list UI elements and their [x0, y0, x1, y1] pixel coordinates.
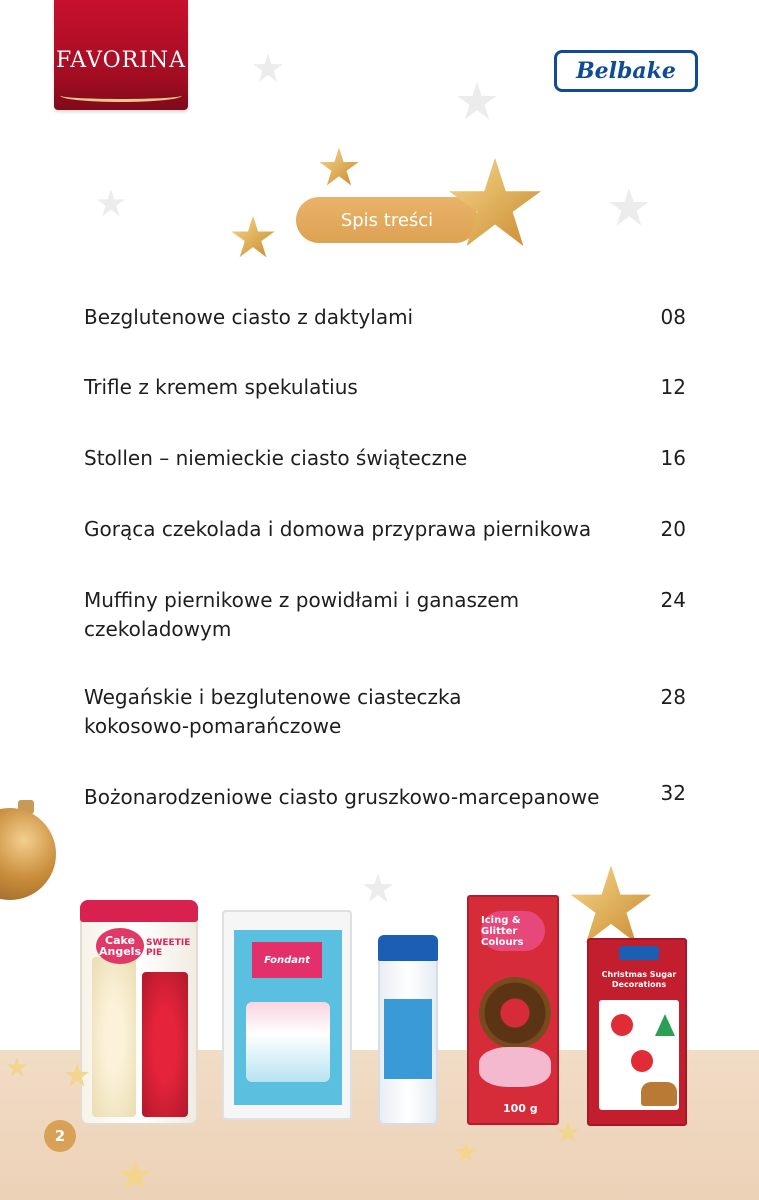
jar-label: [88, 926, 192, 966]
sugar-decorations-box: [587, 938, 687, 1126]
toc-entry-page: 32: [660, 781, 686, 805]
sprinkles-jar: [80, 900, 198, 1125]
cake-image: [246, 1002, 330, 1082]
toc-title: Spis treści: [340, 209, 434, 231]
favorina-logo: [54, 0, 188, 110]
favorina-swoosh: [60, 89, 182, 102]
page-number-badge: [44, 1120, 76, 1152]
star-icon: [96, 188, 126, 218]
gold-star-icon: [454, 1140, 478, 1164]
toc-entry-page: 12: [660, 375, 686, 399]
gold-star-icon: [446, 154, 544, 252]
icing-box: [467, 895, 559, 1125]
cake-angels-logo: Cake Angels: [96, 928, 144, 964]
santa-icon: [611, 1014, 633, 1036]
shaker-label: [384, 999, 432, 1079]
gold-star-icon: [318, 146, 360, 188]
decorations-window: [599, 1000, 679, 1110]
jar-lid: [80, 900, 198, 922]
fondant-label: Fondant: [252, 942, 322, 978]
christmas-ornament-icon: [0, 808, 56, 900]
gold-star-icon: [230, 214, 276, 260]
jar-product-name: SWEETIE PIE: [146, 938, 191, 958]
donut-image: [479, 1047, 551, 1087]
belbake-wordmark: Belbake: [576, 58, 676, 84]
favorina-wordmark: FAVORINA: [55, 47, 187, 73]
toc-entry-title: Wegańskie i bezglutenowe ciasteczka kokosowo-pomarańczowe: [84, 685, 462, 738]
star-icon: [362, 872, 394, 904]
toc-entry-page: 20: [660, 517, 686, 541]
gold-star-icon: [118, 1158, 152, 1192]
star-icon: [608, 186, 650, 228]
gold-star-icon: [556, 1120, 580, 1144]
shaker-cap: [378, 935, 438, 961]
toc-entry-title: Gorąca czekolada i domowa przyprawa piernikowa: [84, 517, 592, 541]
toc-entry-page: 24: [660, 588, 686, 612]
toc-entry-page: 16: [660, 446, 686, 470]
star-icon: [456, 80, 498, 122]
icing-label: Icing & Glitter Colours: [481, 911, 545, 951]
gold-star-icon: [64, 1062, 90, 1088]
page-number: 2: [54, 1127, 66, 1145]
red-sprinkles: [142, 972, 188, 1117]
toc-entry-title: Trifle z kremem spekulatius: [84, 375, 358, 399]
snowflake-shaker: [378, 935, 438, 1125]
belbake-mini-logo: [619, 946, 659, 960]
decorations-title: Christmas Sugar Decorations: [601, 970, 677, 989]
tree-icon: [655, 1014, 675, 1036]
star-icon: [252, 52, 284, 84]
gold-star-icon: [6, 1056, 28, 1078]
toc-entry-title: Bezglutenowe ciasto z daktylami: [84, 305, 414, 329]
toc-entry-page: 08: [660, 305, 686, 329]
toc-entry-title: Muffiny piernikowe z powidłami i ganaszem czekoladowym: [84, 588, 520, 641]
toc-entry-title: Bożonarodzeniowe ciasto gruszkowo-marcepanowe: [84, 785, 600, 809]
santa-icon: [631, 1050, 653, 1072]
gold-star-icon: [568, 862, 654, 948]
toc-entry-title: Stollen – niemieckie ciasto świąteczne: [84, 446, 468, 470]
belbake-logo: [554, 50, 698, 92]
fondant-package: [222, 910, 352, 1120]
icing-weight: 100 g: [503, 1102, 538, 1115]
toc-entry-page: 28: [660, 685, 686, 709]
donut-image: [479, 977, 551, 1049]
cupcake-icon: [641, 1082, 677, 1106]
white-sprinkles: [92, 957, 136, 1117]
